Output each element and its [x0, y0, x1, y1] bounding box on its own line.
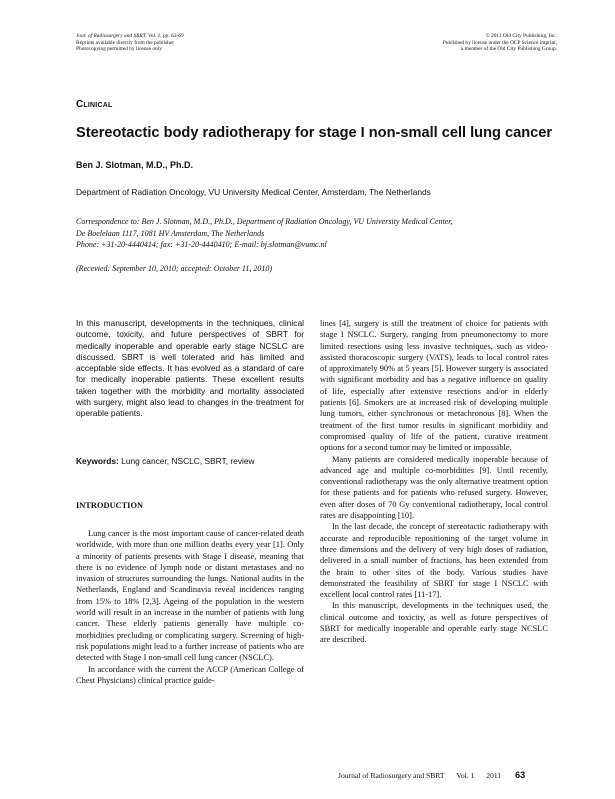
page-footer — [338, 770, 525, 780]
copyright-line: © 2011 Old City Publishing, Inc. — [485, 33, 557, 39]
body-column-right — [320, 318, 548, 646]
footer-volume: Vol. 1 — [456, 771, 475, 780]
journal-citation: Jour. of Radiosurgery and SBRT, Vol. 1, pp. 63-69 — [76, 33, 184, 39]
correspondence-line-1: Correspondence to: Ben J. Slotman, M.D., Ph.D., Department of Radiation Oncology, VU University Medical Center, — [76, 217, 453, 226]
body-paragraph: In accordance with the current the ACCP (American College of Chest Physicians) clinical practice guide- — [76, 664, 304, 685]
correspondence-line-3: Phone: +31-20-4440414; fax: +31-20-4440410; E-mail: bj.slotman@vumc.nl — [76, 240, 327, 249]
body-paragraph: In the last decade, the concept of stereotactic radiotherapy with accurate and reproducible repositioning of the target volume in three dimensions and the delivery of very high doses of radiation, delivered in a small number of fractions, has been extended from the brain to other sites of the body. Various studies have demonstrated the feasibility of SBRT for stage I NSCLC with excellent local control rates [11-17]. — [320, 522, 548, 600]
keywords-label: Keywords: — [76, 456, 119, 466]
body-paragraph: Lung cancer is the most important cause of cancer-related death worldwide, with more than one million deaths every year [1]. Only a minority of patients presents with Stage I disease, meaning that there is no evidence of lymph node or distant metastases and no invasion of structures surrounding the lungs. National audits in the Netherlands, England and Scandinavia reveal incidences ranging from 15% to 18% [2,3]. Ageing of the population in the western world will result in an increase in the number of patients with lung cancer. These elderly patients generally have multiple co-morbidities precluding or complicating surgery. Screening of high-risk populations might lead to a further increase of patients who are detected with Stage I non-small cell lung cancer (NSCLC). — [76, 529, 304, 663]
keywords — [76, 456, 304, 466]
article-title: Stereotactic body radiotherapy for stage I non-small cell lung cancer — [76, 125, 553, 141]
section-label-text: Clinical — [76, 99, 113, 110]
footer-year: 2011 — [486, 771, 502, 780]
introduction-heading: INTRODUCTION — [76, 501, 144, 510]
publisher-group-line: a member of the Old City Publishing Group. — [460, 46, 557, 53]
abstract: In this manuscript, developments in the techniques, clinical outcome, toxicity, and future perspectives of SBRT for medically inoperable and operable early stage NCSLC are discussed. SBRT is well tolerated and has limited and acceptable side effects. It has evolved as a standard of care for medically inoperable patients. These excellent results taken together with the morbidity and mortality associated with surgery, might also lead to changes in the treatment for operable patients. — [76, 318, 304, 419]
body-column-left — [76, 528, 304, 686]
license-line: Published by license under the OCP Science imprint, — [442, 39, 557, 46]
running-header-right — [443, 33, 557, 53]
article-author: Ben J. Slotman, M.D., Ph.D. — [76, 160, 194, 170]
author-affiliation: Department of Radiation Oncology, VU University Medical Center, Amsterdam, The Netherlands — [76, 187, 431, 197]
correspondence-line-2: De Boelelaan 1117, 1081 HV Amsterdam, The Netherlands — [76, 228, 265, 238]
received-dates: (Recevied: September 10, 2010; accepted: October 11, 2010) — [76, 264, 272, 273]
body-paragraph: lines [4], surgery is still the treatment of choice for patients with stage I NSCLC. Surgery, ranging from pneumonectomy to more limited resections using less invasive techniques, such as video-assisted thoracoscopic surgery (VATS), leads to local control rates of approximately 90% at 5 years [5]. However surgery is associated with significant morbidity and has a negative influence on quality of life, especially after extensive resections and/or in elderly patients [6]. Smokers are at increased risk of developing multiple lung tumors, either synchronous or metachronous [8]. When the treatment of the first tumor results in significant morbidity and compromised quality of life of the patient, curative treatment options for a second tumor may be limited or impossible. — [320, 319, 548, 453]
reprint-note: Reprints available directly from the publisher — [76, 39, 175, 46]
photocopy-note: Photocopying permitted by license only — [76, 46, 162, 53]
section-label — [76, 99, 112, 110]
keywords-value: Lung cancer, NSCLC, SBRT, review — [118, 456, 255, 466]
running-header-left — [76, 33, 184, 53]
body-paragraph: In this manuscript, developments in the techniques used, the clinical outcome and toxicity, as well as future perspectives of SBRT for medically inoperable and operable early stage NCSLC are described. — [320, 601, 548, 645]
footer-journal: Journal of Radiosurgery and SBRT — [338, 771, 445, 780]
page-number: 63 — [515, 770, 526, 780]
body-paragraph: Many patients are considered medically inoperable because of advanced age and multiple co-morbidities [9]. Until recently, conventional radiotherapy was the only alternative treatment option for these patients and for patients who refused surgery. However, even after doses of 70 Gy conventional radiotherapy, local control rates are disappointing [10]. — [320, 454, 548, 521]
correspondence-block — [76, 216, 546, 251]
